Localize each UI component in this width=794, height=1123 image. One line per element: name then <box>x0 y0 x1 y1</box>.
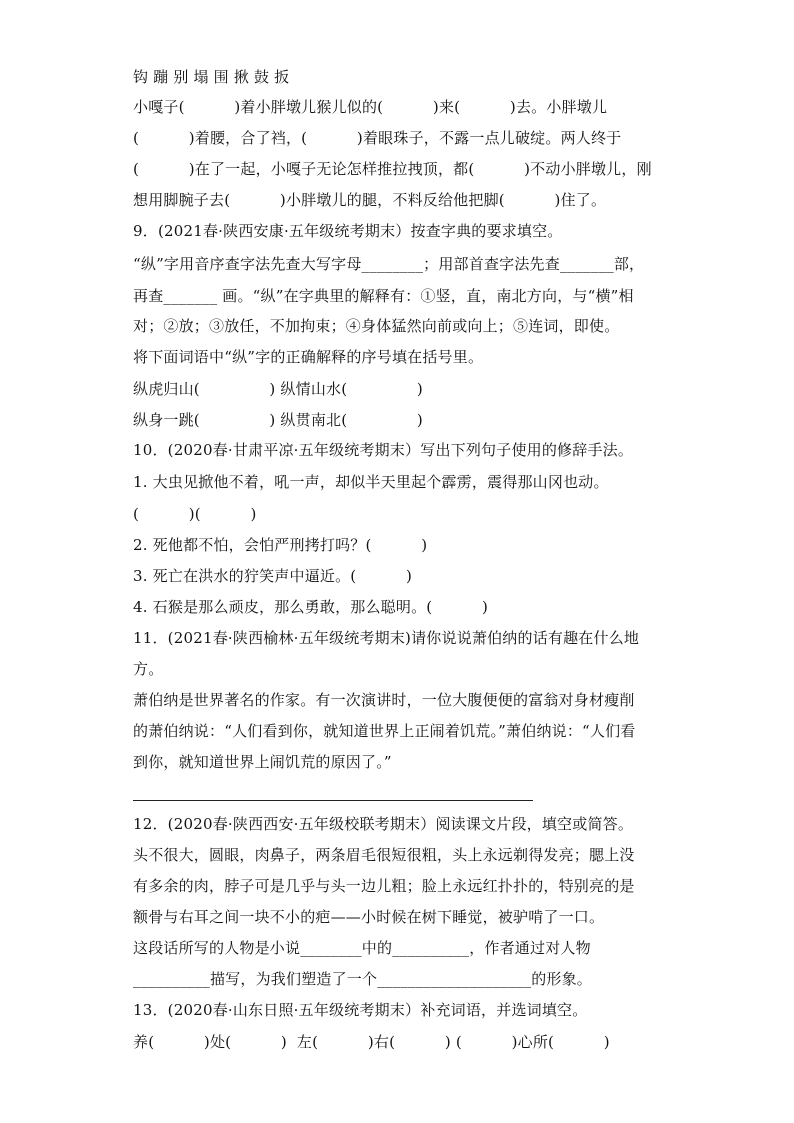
passage-line: 头不很大，圆眼，肉鼻子，两条眉毛很短很粗，头上永远剃得发亮；腮上没 <box>133 846 635 864</box>
answer-line: 养( )处( ) 左( )右( ) ( )心所( ) <box>133 1033 610 1051</box>
answer-rule <box>133 800 533 801</box>
question-11-heading: 11．(2021春·陕西榆林·五年级统考期末)请你说说萧伯纳的话有趣在什么地 <box>133 629 640 647</box>
passage-line: 到你，就知道世界上闹饥荒的原因了。” <box>133 753 392 771</box>
answer-line: 纵身一跳( ) 纵贯南北( ) <box>133 411 423 429</box>
sentence-item: 4. 石猴是那么顽皮，那么勇敢，那么聪明。( ) <box>133 598 489 616</box>
sentence-item: 1. 大虫见掀他不着，吼一声，却似半天里起个霹雳，震得那山冈也动。 <box>133 473 609 491</box>
passage-line: 的萧伯纳说：“人们看到你，就知道世界上正闹着饥荒。”萧伯纳说：“人们看 <box>133 722 636 740</box>
question-text: 对；②放；③放任，不加拘束；④身体猛然向前或向上；⑤连词，即使。 <box>133 317 620 335</box>
passage-line: 额骨与右耳之间一块不小的疤——小时候在树下睡觉，被驴啃了一口。 <box>133 908 605 926</box>
passage-line: 想用脚腕子去( )小胖墩儿的腿，不料反给他把脚( )住了。 <box>133 191 607 209</box>
sentence-item: 3. 死亡在洪水的狞笑声中逼近。( ) <box>133 567 413 585</box>
passage-line: 萧伯纳是世界著名的作家。有一次演讲时，一位大腹便便的富翁对身材瘦削 <box>133 691 635 709</box>
sentence-item: 2. 死他都不怕，会怕严刑拷打吗？( ) <box>133 536 428 554</box>
question-text: 再查_______ 画。“纵”在字典里的解释有：①竖，直，南北方向，与“横”相 <box>133 287 634 305</box>
question-9-heading: 9．(2021春·陕西安康·五年级统考期末）按查字典的要求填空。 <box>133 222 563 240</box>
question-text: __________描写，为我们塑造了一个____________________的形象。 <box>133 970 593 988</box>
question-text: 将下面词语中“纵”字的正确解释的序号填在括号里。 <box>133 348 484 366</box>
question-10-heading: 10．(2020春·甘肃平凉·五年级统考期末）写出下列句子使用的修辞手法。 <box>133 441 634 459</box>
word-bank: 钩 蹦 别 塌 围 揪 鼓 扳 <box>133 68 290 86</box>
passage-line: ( )在了一起，小嘎子无论怎样推拉拽顶，都( )不动小胖墩儿，刚 <box>133 160 652 178</box>
passage-line: 小嘎子( )着小胖墩儿猴儿似的( )来( )去。小胖墩儿 <box>133 98 608 116</box>
question-11-heading: 方。 <box>133 660 164 678</box>
passage-line: 有多余的肉，脖子可是几乎与头一边儿粗；脸上永远红扑扑的，特别亮的是 <box>133 877 635 895</box>
answer-line: 纵虎归山( ) 纵情山水( ) <box>133 380 423 398</box>
question-text: “纵”字用音序查字法先查大写字母________；用部首查字法先查_______部， <box>133 255 645 273</box>
passage-line: ( )着腰，合了裆，( )着眼珠子，不露一点儿破绽。两人终于 <box>133 129 622 147</box>
question-text: 这段话所写的人物是小说________中的__________，作者通过对人物 <box>133 939 591 957</box>
question-13-heading: 13．(2020春·山东日照·五年级统考期末）补充词语，并选词填空。 <box>133 1001 588 1019</box>
answer-line: ( )( ) <box>133 505 257 523</box>
question-12-heading: 12．(2020春·陕西西安·五年级校联考期末）阅读课文片段，填空或简答。 <box>133 815 634 833</box>
